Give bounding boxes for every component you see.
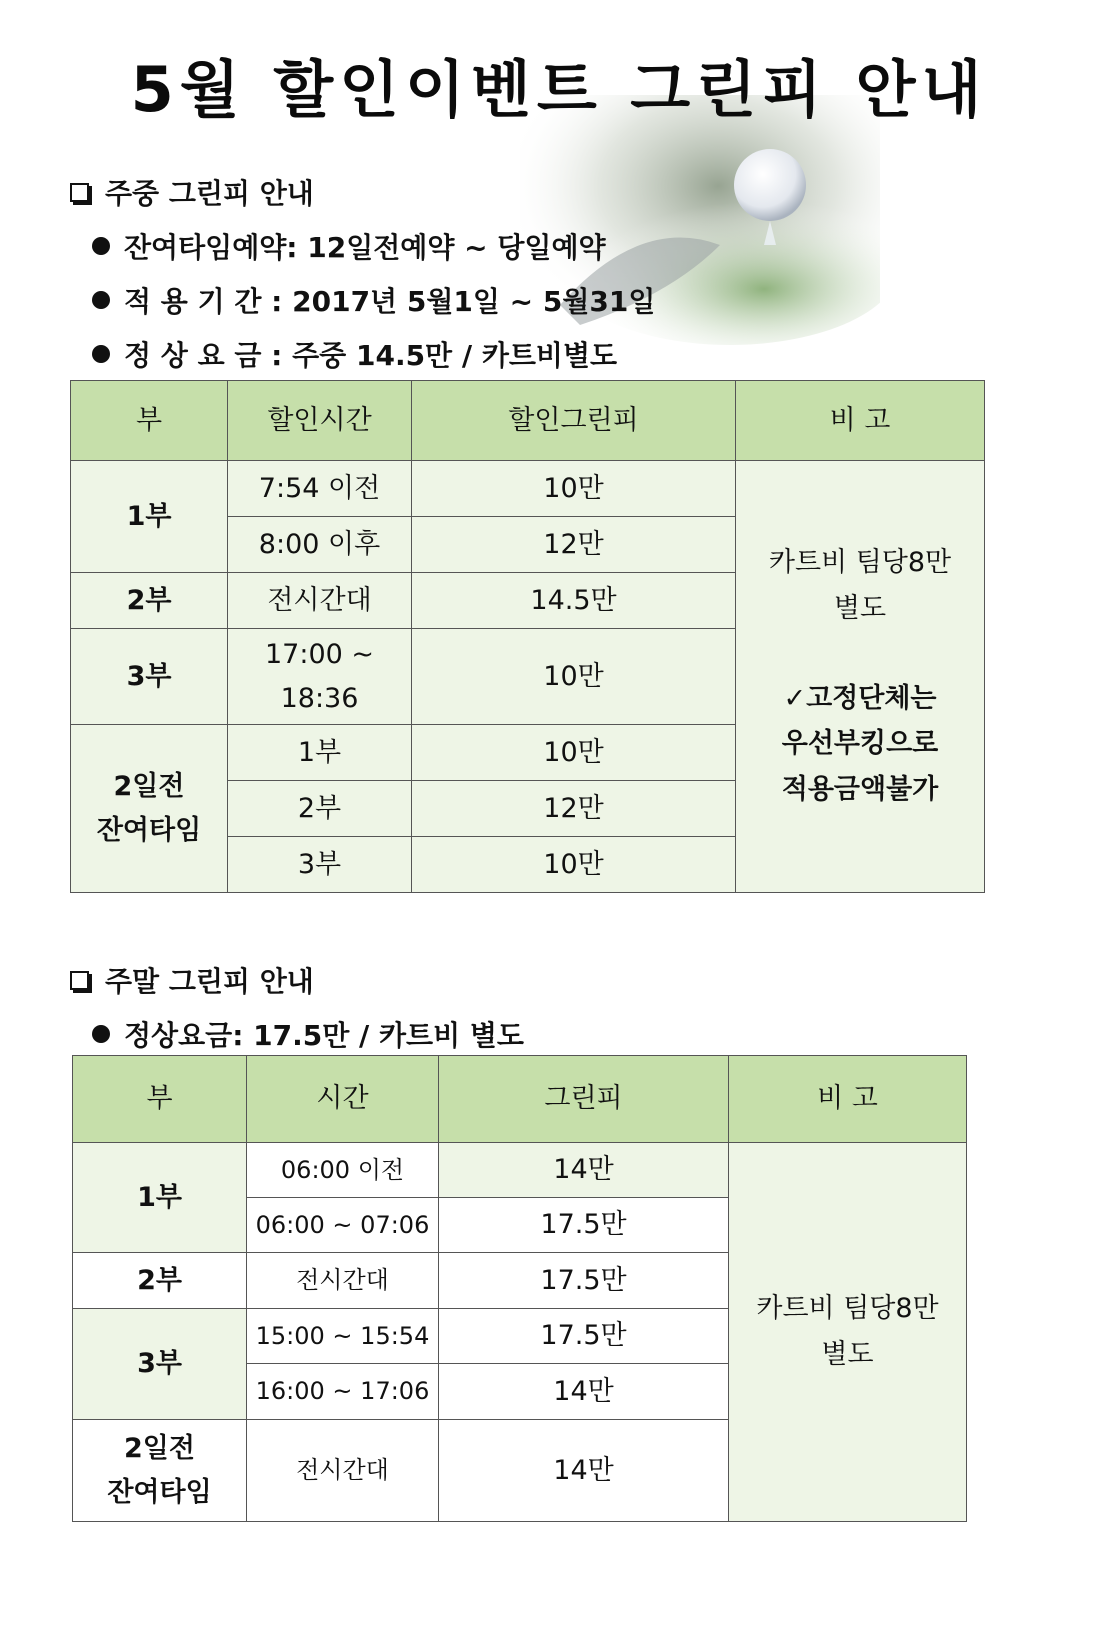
col-header: 부 bbox=[71, 381, 228, 461]
weekend-section bbox=[70, 960, 524, 1054]
page-title: 5월 할인이벤트 그린피 안내 bbox=[130, 53, 988, 126]
part-cell: 2일전 잔여타임 bbox=[71, 725, 228, 893]
part-cell: 1부 bbox=[73, 1143, 247, 1253]
col-header: 할인그린피 bbox=[412, 381, 736, 461]
bullet-dot-icon bbox=[92, 291, 110, 309]
weekday-bullet: 잔여타임예약: 12일전예약 ~ 당일예약 bbox=[92, 226, 655, 266]
col-header: 비 고 bbox=[729, 1056, 967, 1143]
time-cell: 전시간대 bbox=[228, 573, 412, 629]
remark-line: 카트비 팀당8만 bbox=[768, 546, 952, 578]
remark-line: 카트비 팀당8만 bbox=[756, 1293, 939, 1325]
remark-line: 별도 bbox=[833, 592, 887, 624]
fee-cell: 17.5만 bbox=[439, 1198, 729, 1253]
weekday-bullet: 정 상 요 금 : 주중 14.5만 / 카트비별도 bbox=[92, 334, 655, 374]
time-cell: 06:00 ~ 07:06 bbox=[247, 1198, 439, 1253]
time-cell: 06:00 이전 bbox=[247, 1143, 439, 1198]
weekend-bullet: 정상요금: 17.5만 / 카트비 별도 bbox=[92, 1014, 524, 1054]
fee-cell: 17.5만 bbox=[439, 1253, 729, 1309]
time-cell: 8:00 이후 bbox=[228, 517, 412, 573]
col-header: 시간 bbox=[247, 1056, 439, 1143]
checkbox-square-icon bbox=[70, 183, 89, 202]
table-header-row bbox=[73, 1056, 967, 1143]
time-cell: 2부 bbox=[228, 781, 412, 837]
fee-cell: 10만 bbox=[412, 629, 736, 725]
bullet-dot-icon bbox=[92, 237, 110, 255]
time-cell: 전시간대 bbox=[247, 1253, 439, 1309]
fee-cell: 12만 bbox=[412, 781, 736, 837]
col-header: 부 bbox=[73, 1056, 247, 1143]
weekday-section bbox=[70, 172, 655, 374]
col-header: 할인시간 bbox=[228, 381, 412, 461]
remark-line: 우선부킹으로 bbox=[781, 728, 939, 760]
time-cell: 7:54 이전 bbox=[228, 461, 412, 517]
remarks-cell bbox=[729, 1143, 967, 1522]
table-row bbox=[73, 1143, 967, 1198]
col-header: 비 고 bbox=[736, 381, 985, 461]
fee-cell: 14만 bbox=[439, 1143, 729, 1198]
time-cell: 17:00 ~ 18:36 bbox=[228, 629, 412, 725]
weekday-bullet: 적 용 기 간 : 2017년 5월1일 ~ 5월31일 bbox=[92, 280, 655, 320]
bullet-dot-icon bbox=[92, 1025, 110, 1043]
bullet-dot-icon bbox=[92, 345, 110, 363]
time-cell: 15:00 ~ 15:54 bbox=[247, 1309, 439, 1364]
weekend-heading: 주말 그린피 안내 bbox=[70, 960, 524, 1000]
time-cell: 전시간대 bbox=[247, 1420, 439, 1522]
fee-cell: 14만 bbox=[439, 1420, 729, 1522]
table-row bbox=[71, 461, 985, 517]
fee-cell: 10만 bbox=[412, 837, 736, 893]
weekday-heading: 주중 그린피 안내 bbox=[70, 172, 655, 212]
part-cell: 2부 bbox=[73, 1253, 247, 1309]
table-header-row bbox=[71, 381, 985, 461]
time-cell: 3부 bbox=[228, 837, 412, 893]
part-cell: 2부 bbox=[71, 573, 228, 629]
col-header: 그린피 bbox=[439, 1056, 729, 1143]
checkbox-square-icon bbox=[70, 971, 89, 990]
part-cell: 3부 bbox=[73, 1309, 247, 1420]
fee-cell: 10만 bbox=[412, 461, 736, 517]
fee-cell: 10만 bbox=[412, 725, 736, 781]
weekday-fee-table bbox=[70, 380, 985, 893]
part-cell: 3부 bbox=[71, 629, 228, 725]
time-cell: 16:00 ~ 17:06 bbox=[247, 1364, 439, 1420]
weekend-fee-table bbox=[72, 1055, 967, 1522]
part-cell: 1부 bbox=[71, 461, 228, 573]
fee-cell: 17.5만 bbox=[439, 1309, 729, 1364]
part-cell: 2일전 잔여타임 bbox=[73, 1420, 247, 1522]
remark-line: ✓고정단체는 bbox=[783, 682, 937, 714]
time-cell: 1부 bbox=[228, 725, 412, 781]
remark-line: 적용금액불가 bbox=[781, 774, 939, 806]
fee-cell: 12만 bbox=[412, 517, 736, 573]
remarks-cell bbox=[736, 461, 985, 893]
fee-cell: 14만 bbox=[439, 1364, 729, 1420]
fee-cell: 14.5만 bbox=[412, 573, 736, 629]
remark-line: 별도 bbox=[821, 1339, 874, 1370]
